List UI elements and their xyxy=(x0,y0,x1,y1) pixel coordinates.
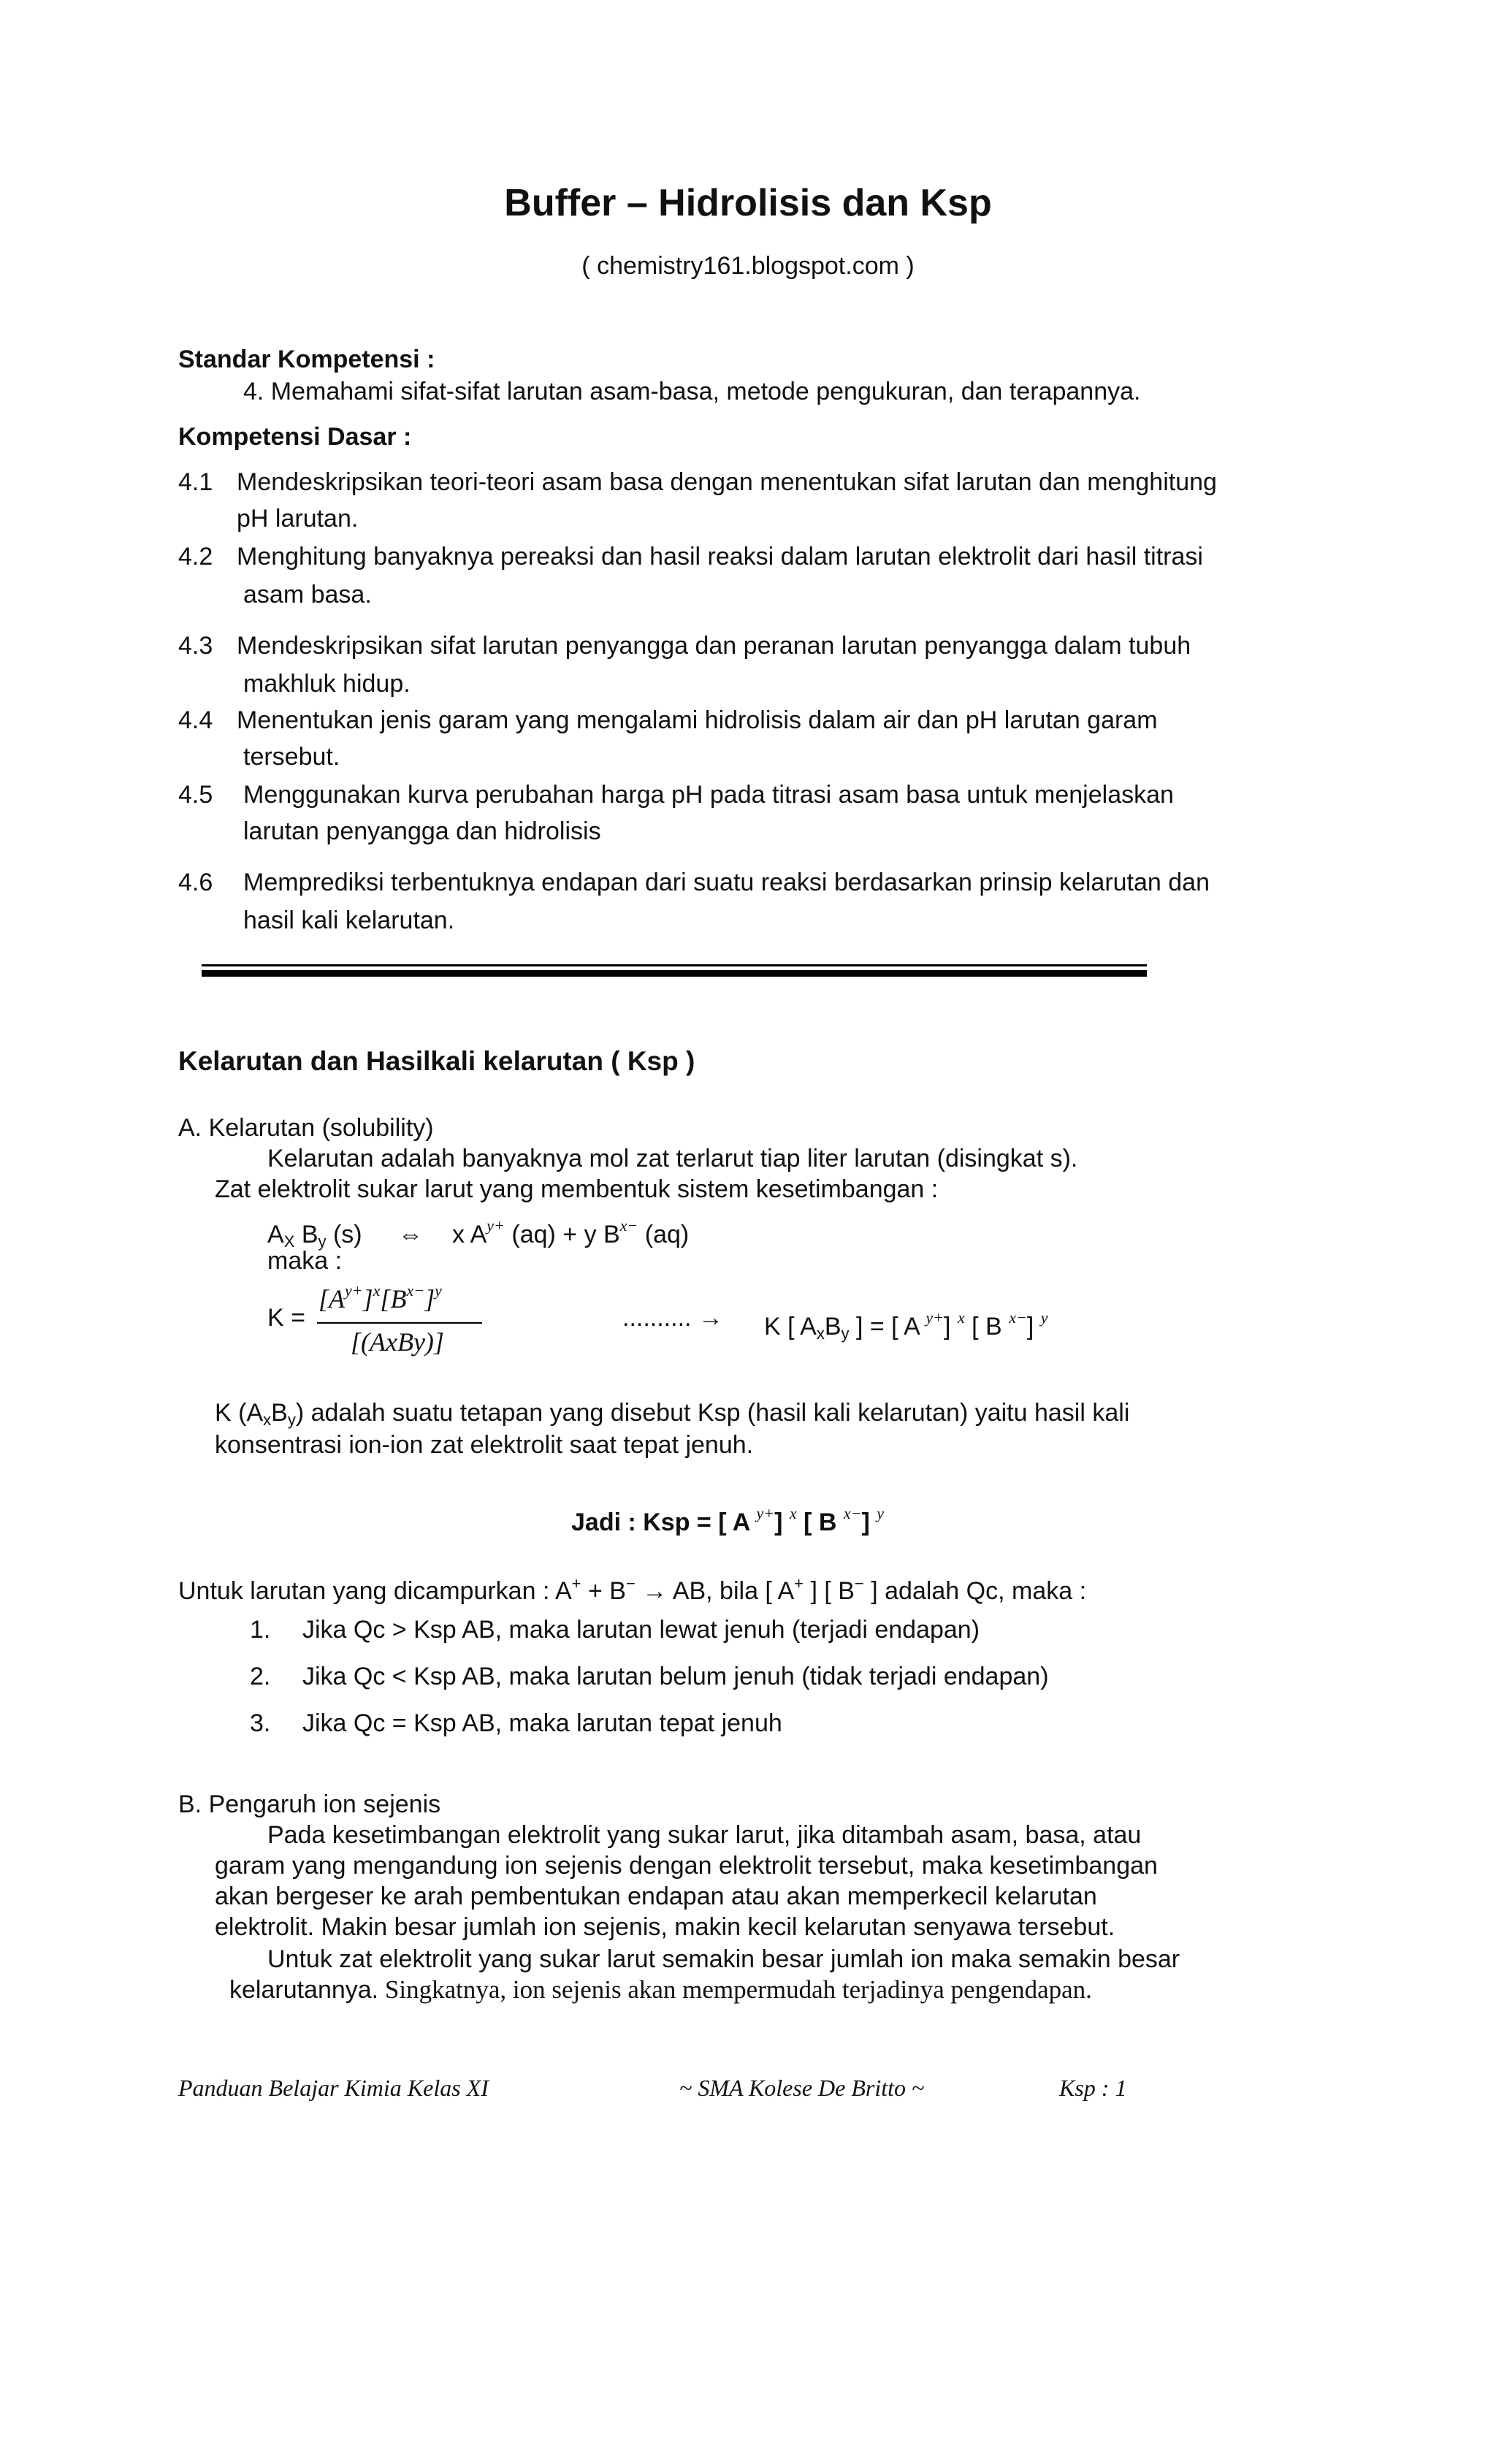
ksp-description-2: konsentrasi ion-ion zat elektrolit saat tepat jenuh. xyxy=(215,1431,754,1459)
part-b-line: Untuk zat elektrolit yang sukar larut semakin besar jumlah ion maka semakin besar xyxy=(267,1945,1180,1973)
standar-heading: Standar Kompetensi : xyxy=(178,346,435,373)
kd-text: hasil kali kelarutan. xyxy=(243,907,455,934)
kd-text: Menggunakan kurva perubahan harga pH pada titrasi asam basa untuk menjelaskan xyxy=(243,781,1174,809)
k-label: K = xyxy=(267,1304,305,1332)
kd-text: tersebut. xyxy=(243,743,340,771)
kd-text: asam basa. xyxy=(243,581,372,609)
source-link: ( chemistry161.blogspot.com ) xyxy=(581,252,915,280)
equilibrium-arrow: ⇔ xyxy=(398,1221,424,1248)
kd-text: Mendeskripsikan teori-teori asam basa dengan menentukan sifat larutan dan menghitung xyxy=(237,468,1217,496)
kd-num: 4.2 xyxy=(178,543,213,571)
mix-line: Untuk larutan yang dicampurkan : A+ + B− → AB, bila [ A+ ] [ B− ] adalah Qc, maka : xyxy=(178,1574,1087,1605)
kd-num: 4.3 xyxy=(178,632,213,660)
fraction-bar xyxy=(317,1322,482,1324)
part-a-heading: A. Kelarutan (solubility) xyxy=(178,1114,434,1142)
fraction-denominator: [(AxBy)] xyxy=(351,1327,444,1357)
footer-left: Panduan Belajar Kimia Kelas XI xyxy=(178,2075,489,2101)
condition-num: 3. xyxy=(250,1709,271,1737)
condition-text: Jika Qc = Ksp AB, maka larutan tepat jenuh xyxy=(302,1709,782,1737)
k-dots-arrow: .......... → xyxy=(622,1304,723,1332)
condition-text: Jika Qc > Ksp AB, maka larutan lewat jenuh (terjadi endapan) xyxy=(302,1616,980,1644)
k-rhs: K [ $A_xB_y$ ] = [ A $^{y+}$] $^x$ [ B $^{x-}$] $^y$ xyxy=(764,1308,1048,1343)
maka-label: maka : xyxy=(267,1247,343,1275)
page-title: Buffer – Hidrolisis dan Ksp xyxy=(504,182,992,224)
condition-num: 1. xyxy=(250,1616,271,1644)
kd-text: Menghitung banyaknya pereaksi dan hasil reaksi dalam larutan elektrolit dari hasil titrasi xyxy=(237,543,1203,571)
kd-num: 4.6 xyxy=(178,869,213,896)
divider-thick xyxy=(202,970,1147,977)
part-b-line: Pada kesetimbangan elektrolit yang sukar larut, jika ditambah asam, basa, atau xyxy=(267,1821,1142,1849)
condition-text: Jika Qc < Ksp AB, maka larutan belum jenuh (tidak terjadi endapan) xyxy=(302,1663,1049,1690)
part-b-line: elektrolit. Makin besar jumlah ion sejenis, makin kecil kelarutan senyawa tersebut. xyxy=(215,1913,1115,1941)
footer-page: Ksp : 1 xyxy=(1059,2075,1127,2101)
kd-text: Memprediksi terbentuknya endapan dari suatu reaksi berdasarkan prinsip kelarutan dan xyxy=(243,869,1210,896)
kd-num: 4.1 xyxy=(178,468,213,496)
equilibrium-equation: $A_X$ $B_y$ (s) ⇔ x $A^{y+}$ (aq) + y $B^{x-}$ (aq) xyxy=(267,1216,690,1251)
kd-num: 4.5 xyxy=(178,781,213,809)
section-heading: Kelarutan dan Hasilkali kelarutan ( Ksp ) xyxy=(178,1046,695,1076)
kd-text: larutan penyangga dan hidrolisis xyxy=(243,817,601,845)
fraction-numerator: $[A^{y+}]^x[B^{x-}]^y$ xyxy=(318,1281,442,1313)
ksp-formula: Jadi : Ksp = [ A $^{y+}$] $^x$ [ B $^{x-}$] $^y$ xyxy=(571,1504,885,1536)
ksp-description: K $(A_xB_y)$ adalah suatu tetapan yang disebut Ksp (hasil kali kelarutan) yaitu hasil kali xyxy=(215,1399,1130,1429)
divider-thin xyxy=(202,964,1147,966)
condition-num: 2. xyxy=(250,1663,271,1690)
part-b-line: garam yang mengandung ion sejenis dengan elektrolit tersebut, maka kesetimbangan xyxy=(215,1852,1158,1880)
kd-text: pH larutan. xyxy=(237,505,359,533)
kd-num: 4.4 xyxy=(178,706,213,734)
part-b-heading: B. Pengaruh ion sejenis xyxy=(178,1790,441,1818)
kompetensi-heading: Kompetensi Dasar : xyxy=(178,423,412,451)
part-b-line: akan bergeser ke arah pembentukan endapan atau akan memperkecil kelarutan xyxy=(215,1883,1097,1910)
kd-text: Menentukan jenis garam yang mengalami hidrolisis dalam air dan pH larutan garam xyxy=(237,706,1158,734)
part-a-definition: Kelarutan adalah banyaknya mol zat terlarut tiap liter larutan (disingkat s). xyxy=(267,1145,1078,1172)
part-b-last-line: kelarutannya. Singkatnya, ion sejenis akan mempermudah terjadinya pengendapan. xyxy=(229,1975,1092,2004)
kd-text: Mendeskripsikan sifat larutan penyangga dan peranan larutan penyangga dalam tubuh xyxy=(237,632,1191,660)
kd-text: makhluk hidup. xyxy=(243,670,411,698)
part-a-intro: Zat elektrolit sukar larut yang membentuk sistem kesetimbangan : xyxy=(215,1175,939,1203)
standar-item: 4. Memahami sifat-sifat larutan asam-basa, metode pengukuran, dan terapannya. xyxy=(243,378,1141,405)
footer-center: ~ SMA Kolese De Britto ~ xyxy=(679,2075,925,2101)
